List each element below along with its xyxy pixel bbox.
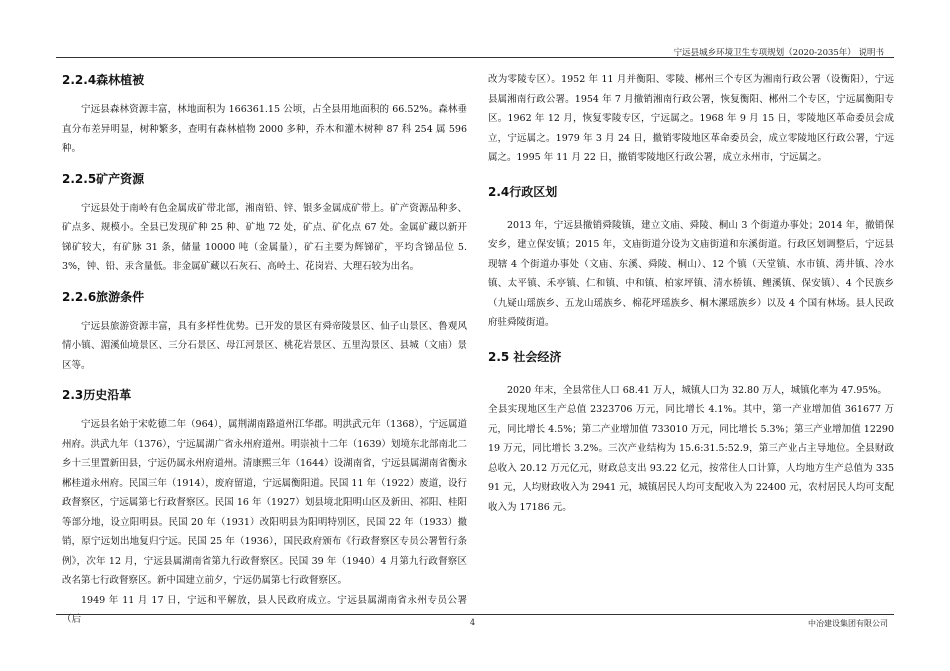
paragraph-economy-1: 2020 年末，全县常住人口 68.41 万人，城镇人口为 32.80 万人，城镇化率为 47.95%。 [507,384,887,396]
section-heading-economy: 2.5 社会经济 [488,349,562,364]
footer-rule [56,614,894,615]
section-heading-minerals: 2.2.5矿产资源 [62,171,145,186]
left-column [62,70,467,630]
section-heading-forest: 2.2.4森林植被 [62,73,145,87]
footer-company-name: 中冶建设集团有限公司 [808,619,888,628]
paragraph-economy-2: 全县实现地区生产总值 2323706 万元，同比增长 4.1%。其中，第一产业增加值 361677 万元，同比增长 4.5%；第二产业增加值 733010 万元，同比增长 5.3%；第三产业增加值 1229019 万元，同比增长 3.2%。三次产业结构为 15.6:31.5:52.9，第三产业占主导地位。全县财政总收入 20.12 万元亿元，财政总支出 93.22 亿元，按常住人口计算，人均地方生产总值为 33591 元，人均财政收入为 2941 元，城镇居民人均可支配收入为 22400 元，农村居民人均可支配收入为 17186 元。 [488,404,894,513]
section-heading-admin-division: 2.4行政区划 [488,184,558,199]
paragraph-tourism: 宁远县旅游资源丰富，具有多样性优势。已开发的景区有舜帝陵景区、仙子山景区、鲁观风情小镇、湄溪仙境景区、三分石景区、母江河景区、桃花岩景区、五里沟景区、县城（文庙）景区等。 [62,320,467,371]
paragraph-admin-division: 2013 年，宁远县撤销舜陵镇，建立文庙、舜陵、桐山 3 个街道办事处；2014 年，撤销保安乡，建立保安镇；2015 年，文庙街道分设为文庙街道和东溪街道。行政区划调整后，宁远县现辖 4 个街道办事处（文庙、东溪、舜陵、桐山）、12 个镇（天堂镇、水市镇、湾井镇、冷水镇、太平镇、禾亭镇、仁和镇、中和镇、柏家坪镇、清水桥镇、鲤溪镇、保安镇）、4 个民族乡（九疑山瑶族乡、五龙山瑶族乡、棉花坪瑶族乡、桐木漯瑶族乡）以及 4 个国有林场。县人民政府驻舜陵街道。 [488,219,894,328]
paragraph-minerals: 宁远县处于南岭有色金属成矿带北部，湘南铅、锌、银多金属成矿带上。矿产资源品种多、矿点多、规模小。全县已发现矿种 25 种、矿地 72 处，矿点、矿化点 67 处。金属矿藏以新开锑矿较大，有矿脉 31 条，储量 10000 吨（金属量），矿石主要为辉锑矿，平均含锑品位 5.3%，钟、铅、汞含量低。非金属矿藏以石灰石、高岭土、花岗岩、大理石较为出名。 [62,202,467,272]
running-header-title: 宁远县城乡环境卫生专项规划（2020-2035年） 说明书 [673,48,884,58]
paragraph-history-2: 1949 年 11 月 17 日，宁远和平解放，县人民政府成立。宁远县属湖南省永州专员公署（后 [62,594,467,625]
page-number: 4 [470,618,476,627]
section-heading-history: 2.3历史沿革 [62,388,132,402]
section-heading-tourism: 2.2.6旅游条件 [62,289,145,304]
paragraph-history-1: 宁远县名始于宋乾德二年（964），属荆湖南路道州江华郡。明洪武元年（1368），宁远属道州府。洪武九年（1376），宁远属湖广省永州府道州。明崇祯十二年（1639）划境东北部南北二乡十三里置新田县，宁远仍属永州府道州。清康熙三年（1644）设湖南省，宁远县属湖南省衡永郴桂道永州府。民国三年（1914），废府留道，宁远属衡阳道。民国 11 年（1922）废道，设行政督察区，宁远属第七行政督察区。民国 16 年（1927）划县境北阳明山区及新田、祁阳、桂阳等部分地，设立阳明县。民国 20 年（1931）改阳明县为阳明特別区，民国 22 年（1933）撤销，原宁远划出地复归宁远。民国 25 年（1936），国民政府颁布《行政督察区专员公署暂行条例》，次年 12 月，宁远县属湖南省第九行政督察区。民国 39 年（1940）4 月第九行政督察区改名第七行政督察区。新中国建立前夕，宁远仍属第七行政督察区。 [62,419,467,586]
paragraph-forest: 宁远县森林资源丰富，林地面积为 166361.15 公顷，占全县用地面积的 66.52%。森林垂直分布差异明显，树种繁多，查明有森林植物 2000 多种，乔木和灌木树种 87 科 254 属 596 种。 [62,104,467,154]
right-column [488,70,894,517]
paragraph-history-continued: 改为零陵专区）。1952 年 11 月并衡阳、零陵、郴州三个专区为湘南行政公署（设衡阳），宁远县属湘南行政公署。1954 年 7 月撤销湘南行政公署，恢复衡阳、郴州二个专区，宁远属衡阳专区。1962 年 12 月，恢复零陵专区，宁远属之。1968 年 9 月 15 日，零陵地区革命委员会成立，宁远属之。1979 年 3 月 24 日，撤销零陵地区革命委员会，成立零陵地区行政公署，宁远属之。1995 年 11 月 22 日，撤销零陵地区行政公署，成立永州市，宁远属之。 [488,74,894,163]
header-rule [56,57,894,58]
